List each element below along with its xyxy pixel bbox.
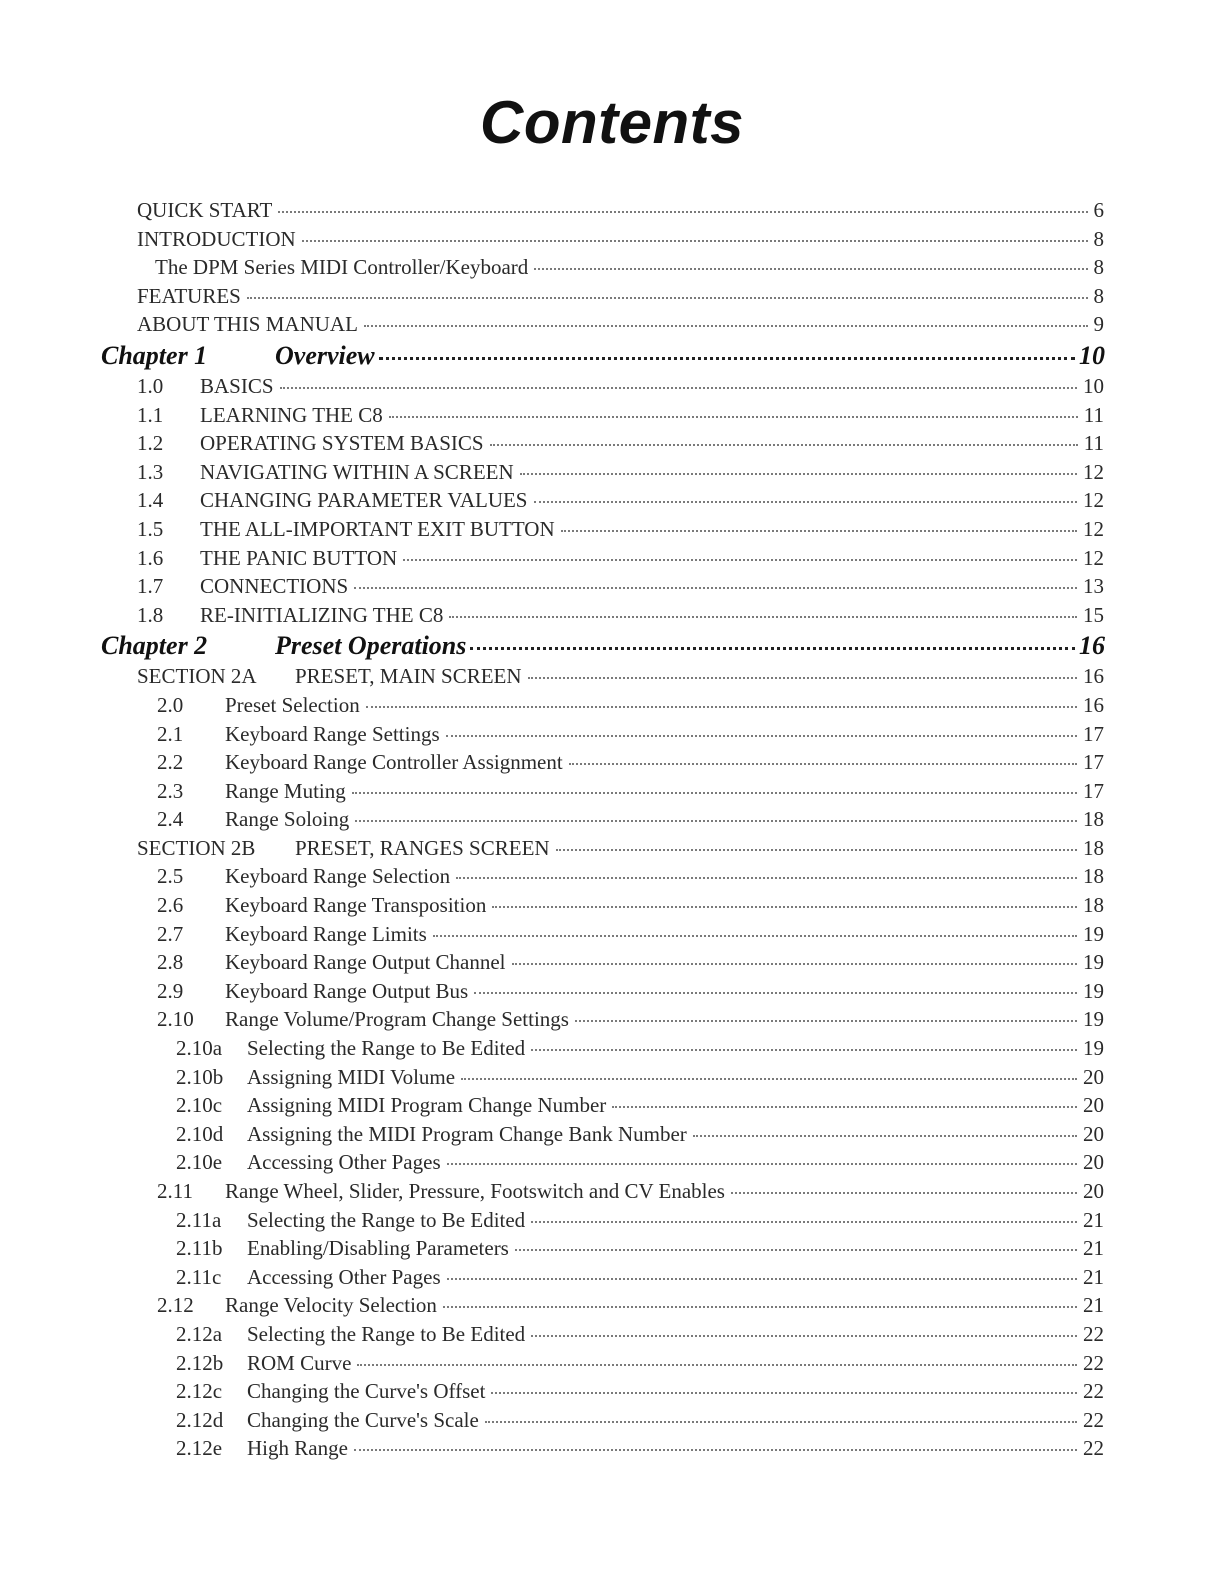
toc-entry[interactable] [0,488,1224,517]
toc-entry[interactable] [0,1351,1224,1380]
entry-title: Preset Selection [225,692,360,717]
dot-leader [515,1249,1077,1251]
toc-entry[interactable] [0,1007,1224,1036]
chapter-title: Overview [275,340,375,370]
chapter-number: Chapter 2 [101,631,208,661]
entry-title: Keyboard Range Transposition [225,893,487,918]
page-number: 20 [1083,1150,1104,1175]
page-number: 20 [1083,1093,1104,1118]
page-number: 19 [1083,950,1104,975]
page-number: 10 [1079,340,1105,370]
entry-title: Range Volume/Program Change Settings [225,1007,569,1032]
entry-title: PRESET, RANGES SCREEN [295,835,550,860]
page-number: 6 [1093,198,1104,222]
entry-title: Range Muting [225,778,346,803]
dot-leader [561,530,1077,532]
entry-number: 2.10c [176,1093,223,1118]
entry-title: Changing the Curve's Scale [247,1407,479,1432]
toc-entry[interactable] [0,979,1224,1008]
toc-entry[interactable] [0,374,1224,403]
entry-title: Range Wheel, Slider, Pressure, Footswitch and CV Enables [225,1179,725,1203]
page-number: 8 [1093,255,1104,280]
entry-number: 1.5 [137,516,164,541]
entry-title: PRESET, MAIN SCREEN [295,664,522,689]
entry-title: ROM Curve [247,1350,352,1375]
dot-leader [490,444,1078,446]
toc-entry[interactable] [0,1036,1224,1065]
page-number: 19 [1083,921,1104,946]
toc-entry[interactable] [0,1122,1224,1151]
entry-title: INTRODUCTION [137,226,296,251]
page-number: 20 [1083,1121,1104,1146]
entry-title: CHANGING PARAMETER VALUES [200,488,528,513]
entry-number: SECTION 2B [137,835,256,860]
toc-entry[interactable] [0,950,1224,979]
toc-entry[interactable] [0,431,1224,460]
entry-title: Keyboard Range Output Bus [225,978,469,1003]
page-number: 12 [1083,516,1104,541]
entry-title: Assigning the MIDI Program Change Bank Number [247,1121,687,1146]
page-number: 16 [1083,664,1104,689]
page-number: 17 [1083,778,1104,803]
toc-entry[interactable] [0,574,1224,603]
entry-number: 2.12 [157,1293,194,1318]
entry-title: Selecting the Range to Be Edited [247,1036,526,1061]
page-number: 22 [1083,1436,1104,1461]
entry-number: 2.7 [157,921,184,946]
dot-leader [447,1278,1077,1280]
dot-leader [447,1163,1077,1165]
entry-number: 2.10d [176,1121,224,1146]
toc-entry[interactable] [0,693,1224,722]
dot-leader [485,1421,1077,1423]
dot-leader [366,706,1077,708]
toc-entry[interactable] [0,750,1224,779]
entry-title: QUICK START [137,198,273,222]
toc-entry[interactable] [0,922,1224,951]
page-number: 22 [1083,1350,1104,1375]
toc-entry[interactable] [0,1379,1224,1408]
dot-leader [461,1078,1077,1080]
entry-number: 2.10 [157,1007,194,1032]
page-number: 10 [1083,373,1104,398]
dot-leader [520,473,1077,475]
entry-number: 2.8 [157,950,184,975]
toc-entry[interactable] [0,1093,1224,1122]
page-number: 21 [1083,1207,1104,1232]
toc-entry[interactable] [0,664,1224,693]
toc-entry[interactable] [0,836,1224,865]
toc-entry[interactable] [0,603,1224,632]
toc-entry[interactable] [0,403,1224,432]
dot-leader [247,297,1088,299]
dot-leader [364,325,1088,327]
toc-entry[interactable] [0,460,1224,489]
entry-title: High Range [247,1436,348,1461]
page-number: 19 [1083,978,1104,1003]
page-number: 18 [1083,807,1104,832]
page-number: 18 [1083,835,1104,860]
entry-number: 2.10a [176,1036,223,1061]
entry-number: 1.4 [137,488,164,513]
page-number: 12 [1083,545,1104,570]
dot-leader [693,1135,1077,1137]
toc-entry[interactable] [0,198,1224,227]
toc-entry[interactable] [0,1208,1224,1237]
page-number: 11 [1083,431,1104,456]
toc-entry[interactable] [0,517,1224,546]
toc-entry[interactable] [0,1293,1224,1322]
page-number: 16 [1083,692,1104,717]
toc-entry[interactable] [0,227,1224,256]
entry-title: The DPM Series MIDI Controller/Keyboard [155,255,529,280]
page-number: 13 [1083,574,1104,599]
entry-number: 2.12d [176,1407,224,1432]
entry-number: 2.12c [176,1379,223,1404]
dot-leader [443,1306,1077,1308]
toc-entry[interactable] [0,1179,1224,1208]
entry-number: 2.11c [176,1264,222,1289]
dot-leader [280,387,1077,389]
entry-title: ABOUT THIS MANUAL [137,312,358,337]
toc-chapter-entry[interactable] [0,631,1224,664]
toc-entry[interactable] [0,893,1224,922]
entry-number: 2.6 [157,893,184,918]
page-title: Contents [480,89,744,156]
toc-entry[interactable] [0,1436,1224,1465]
page-number: 11 [1083,402,1104,427]
entry-number: 1.1 [137,402,164,427]
entry-number: 2.11b [176,1236,223,1261]
dot-leader [492,906,1077,908]
entry-number: 2.10e [176,1150,223,1175]
page-number: 20 [1083,1064,1104,1089]
page-number: 16 [1079,631,1105,661]
toc-entry[interactable] [0,1322,1224,1351]
dot-leader [433,935,1077,937]
toc-chapter-entry[interactable] [0,341,1224,374]
entry-title: Keyboard Range Controller Assignment [225,750,563,775]
entry-title: Keyboard Range Selection [225,864,451,889]
page-number: 12 [1083,488,1104,513]
entry-title: THE ALL-IMPORTANT EXIT BUTTON [200,516,555,541]
entry-number: 1.2 [137,431,164,456]
chapter-title: Preset Operations [275,631,467,661]
entry-title: Changing the Curve's Offset [247,1379,486,1404]
dot-leader [731,1192,1077,1194]
entry-title: Accessing Other Pages [247,1150,441,1175]
entry-title: Enabling/Disabling Parameters [247,1236,509,1261]
entry-number: 2.12a [176,1321,223,1346]
toc-entry[interactable] [0,1265,1224,1294]
entry-number: 2.12b [176,1350,224,1375]
entry-number: 2.2 [157,750,184,775]
dot-leader [528,677,1077,679]
entry-title: Assigning MIDI Program Change Number [247,1093,607,1118]
entry-number: 1.3 [137,459,164,484]
entry-number: 2.11a [176,1207,222,1232]
dot-leader [569,763,1077,765]
entry-number: 1.0 [137,373,164,398]
page-number: 8 [1093,283,1104,308]
page-number: 8 [1093,226,1104,251]
dot-leader [354,1449,1077,1451]
toc-entry[interactable] [0,722,1224,751]
page-number: 22 [1083,1321,1104,1346]
dot-leader [470,647,1075,650]
entry-number: 2.5 [157,864,184,889]
entry-title: BASICS [200,373,274,398]
dot-leader [534,501,1078,503]
page-number: 18 [1083,864,1104,889]
toc-entry[interactable] [0,864,1224,893]
dot-leader [512,963,1077,965]
page-number: 17 [1083,721,1104,746]
toc-entry[interactable] [0,284,1224,313]
dot-leader [446,735,1077,737]
dot-leader [556,849,1077,851]
entry-number: 2.12e [176,1436,223,1461]
toc-entry[interactable] [0,312,1224,341]
entry-title: Range Soloing [225,807,350,832]
entry-number: SECTION 2A [137,664,257,689]
toc-entry[interactable] [0,779,1224,808]
dot-leader [449,616,1077,618]
page-number: 20 [1083,1179,1104,1203]
toc-entry[interactable] [0,1150,1224,1179]
entry-title: Keyboard Range Output Channel [225,950,506,975]
entry-number: 1.8 [137,602,164,627]
dot-leader [491,1392,1077,1394]
dot-leader [474,992,1077,994]
dot-leader [534,268,1087,270]
page-number: 21 [1083,1236,1104,1261]
entry-number: 2.1 [157,721,184,746]
entry-title: Accessing Other Pages [247,1264,441,1289]
page-number: 18 [1083,893,1104,918]
entry-title: NAVIGATING WITHIN A SCREEN [200,459,514,484]
table-of-contents [0,198,1224,1465]
page-number: 9 [1093,312,1104,337]
dot-leader [531,1221,1077,1223]
entry-title: Range Velocity Selection [225,1293,437,1318]
toc-entry[interactable] [0,255,1224,284]
page-number: 21 [1083,1264,1104,1289]
dot-leader [456,877,1077,879]
dot-leader [531,1335,1077,1337]
dot-leader [354,587,1077,589]
entry-title: THE PANIC BUTTON [200,545,398,570]
entry-title: FEATURES [137,283,241,308]
toc-entry[interactable] [0,546,1224,575]
entry-number: 2.11 [157,1179,193,1203]
entry-title: Keyboard Range Settings [225,721,440,746]
entry-number: 2.4 [157,807,184,832]
entry-number: 1.6 [137,545,164,570]
entry-title: Assigning MIDI Volume [247,1064,456,1089]
entry-title: CONNECTIONS [200,574,349,599]
dot-leader [302,240,1088,242]
entry-number: 1.7 [137,574,164,599]
entry-title: RE-INITIALIZING THE C8 [200,602,444,627]
page-number: 19 [1083,1007,1104,1032]
dot-leader [352,792,1077,794]
entry-title: OPERATING SYSTEM BASICS [200,431,484,456]
toc-entry[interactable] [0,1065,1224,1094]
entry-title: Selecting the Range to Be Edited [247,1321,526,1346]
dot-leader [531,1049,1077,1051]
entry-number: 2.10b [176,1064,224,1089]
page-number: 15 [1083,602,1104,627]
dot-leader [389,416,1078,418]
toc-entry[interactable] [0,1236,1224,1265]
entry-title: Keyboard Range Limits [225,921,427,946]
toc-entry[interactable] [0,1408,1224,1437]
entry-title: Selecting the Range to Be Edited [247,1207,526,1232]
entry-number: 2.3 [157,778,184,803]
chapter-number: Chapter 1 [101,340,208,370]
dot-leader [403,559,1077,561]
page-number: 22 [1083,1379,1104,1404]
page-number: 12 [1083,459,1104,484]
dot-leader [355,820,1077,822]
page-number: 21 [1083,1293,1104,1318]
entry-number: 2.0 [157,692,184,717]
page-number: 17 [1083,750,1104,775]
dot-leader [357,1364,1077,1366]
dot-leader [612,1106,1077,1108]
dot-leader [575,1020,1077,1022]
dot-leader [379,357,1075,360]
entry-title: LEARNING THE C8 [200,402,383,427]
toc-entry[interactable] [0,807,1224,836]
dot-leader [278,211,1087,213]
page-number: 22 [1083,1407,1104,1432]
page-number: 19 [1083,1036,1104,1061]
entry-number: 2.9 [157,978,184,1003]
